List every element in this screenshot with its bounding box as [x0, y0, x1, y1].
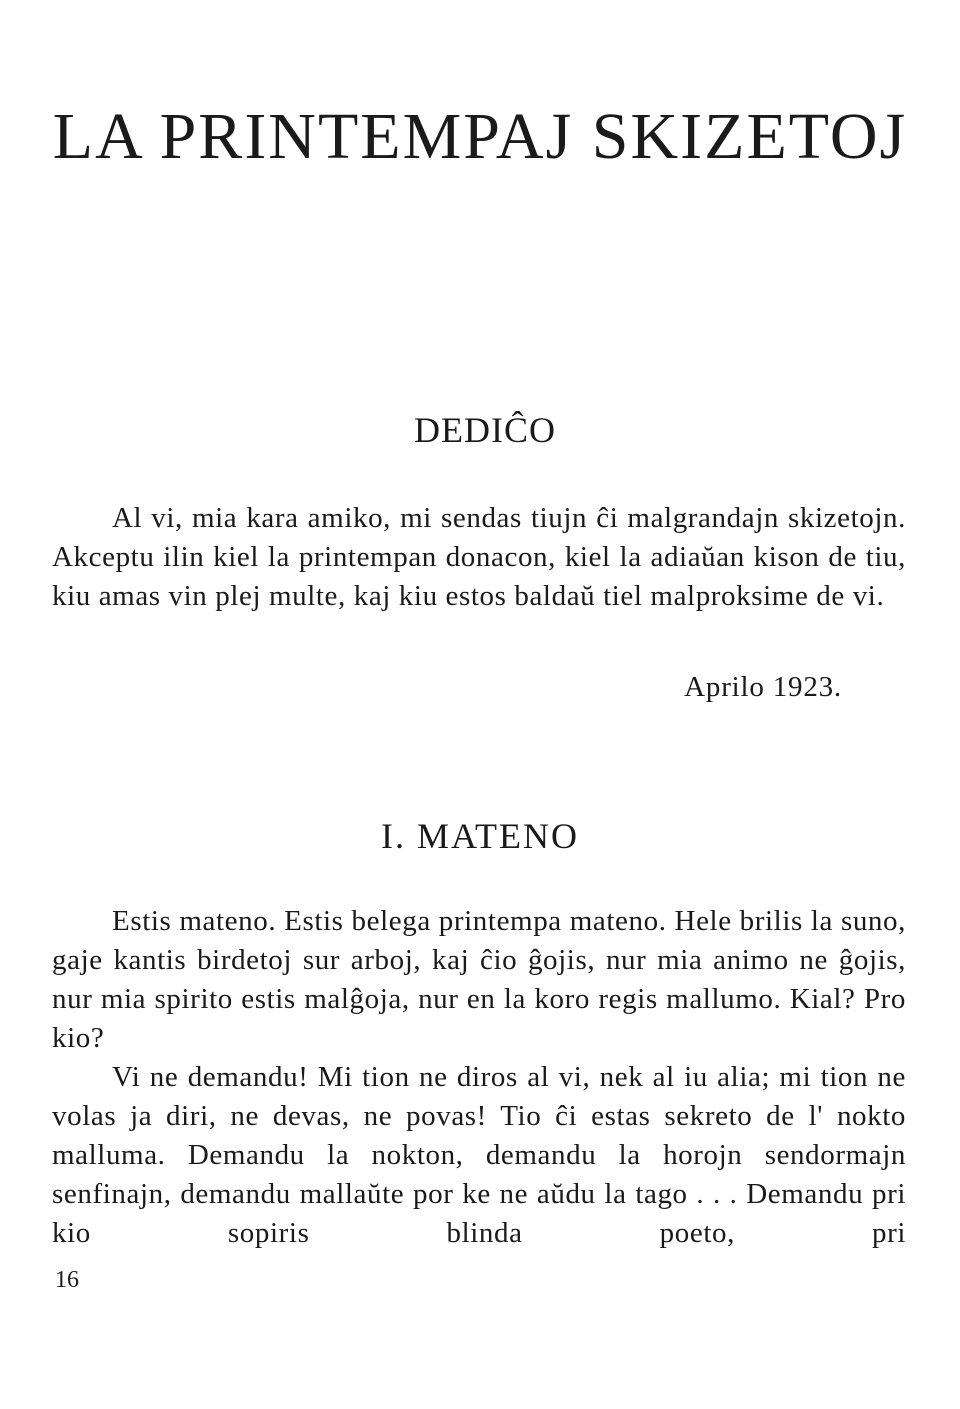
- page-number: 16: [55, 1267, 79, 1293]
- chapter-heading: I. MATENO: [381, 816, 579, 856]
- dedication-text-block: [52, 499, 906, 616]
- page-title: LA PRINTEMPAJ SKIZETOJ: [52, 100, 908, 173]
- chapter-paragraph-2: Vi ne demandu! Mi tion ne diros al vi, nek al iu alia; mi tion ne volas ja diri, ne devas, ne povas! Tio ĉi estas sekreto de l' nokto malluma. Demandu la nokton, demandu la horojn sendormajn senfinajn, demandu mallaŭte por ke ne aŭdu la tago . . . Demandu pri kio sopiris blinda poeto, pri: [52, 1061, 906, 1249]
- dedication-heading: DEDIĈO: [414, 410, 556, 450]
- dedication-date: Aprilo 1923.: [684, 671, 842, 703]
- chapter-paragraph-1: Estis mateno. Estis belega printempa mateno. Hele brilis la suno, gaje kantis birdetoj sur arboj, kaj ĉio ĝojis, nur mia animo ne ĝojis, nur mia spirito estis malĝoja, nur en la koro regis mallumo. Kial? Pro kio?: [52, 905, 906, 1054]
- dedication-paragraph: Al vi, mia kara amiko, mi sendas tiujn ĉi malgrandajn skizetojn. Akceptu ilin kiel la printempan donacon, kiel la adiaŭan kison de tiu, kiu amas vin plej multe, kaj kiu estos baldaŭ tiel malproksime de vi.: [52, 502, 906, 612]
- chapter-text-block: [52, 902, 906, 1253]
